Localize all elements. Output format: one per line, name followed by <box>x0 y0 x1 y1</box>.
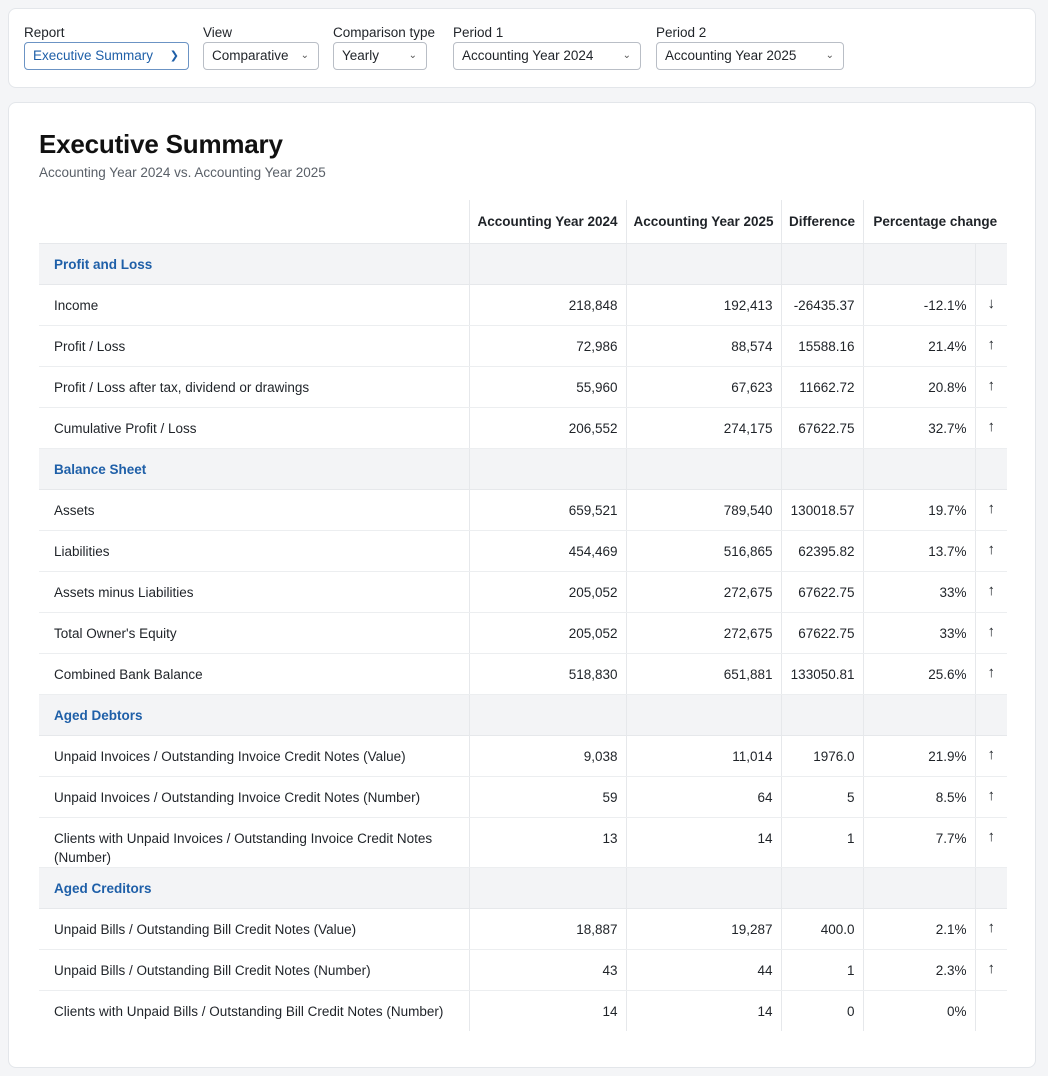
period2-value: 14 <box>626 990 781 1031</box>
period2-value: 651,881 <box>626 653 781 694</box>
percentage-value: 8.5% <box>863 776 975 817</box>
row-label: Assets <box>39 489 469 530</box>
column-header-percentage: Percentage change <box>863 200 1007 243</box>
percentage-value: 21.4% <box>863 325 975 366</box>
arrow-up-icon: ↑ <box>975 366 1007 407</box>
section-cell <box>469 448 626 489</box>
row-label: Clients with Unpaid Bills / Outstanding Bill Credit Notes (Number) <box>39 990 469 1031</box>
difference-value: 67622.75 <box>781 407 863 448</box>
section-cell <box>975 694 1007 735</box>
percentage-value: 32.7% <box>863 407 975 448</box>
difference-value: 67622.75 <box>781 612 863 653</box>
table-body <box>39 243 1007 1031</box>
table-row <box>39 949 1007 990</box>
section-cell <box>469 243 626 284</box>
period1-value: 14 <box>469 990 626 1031</box>
page-title: Executive Summary <box>39 129 283 159</box>
report-select-value: Executive Summary <box>33 48 154 63</box>
table-row <box>39 530 1007 571</box>
row-label: Combined Bank Balance <box>39 653 469 694</box>
row-label: Cumulative Profit / Loss <box>39 407 469 448</box>
report-select[interactable] <box>24 42 189 70</box>
summary-table <box>39 200 1007 1031</box>
column-header-difference: Difference <box>781 200 863 243</box>
period1-value: 659,521 <box>469 489 626 530</box>
period2-value: 67,623 <box>626 366 781 407</box>
period2-value: 64 <box>626 776 781 817</box>
table-row <box>39 284 1007 325</box>
arrow-up-icon: ↑ <box>975 908 1007 949</box>
period1-value: 59 <box>469 776 626 817</box>
column-header-label <box>39 200 469 243</box>
page-subtitle: Accounting Year 2024 vs. Accounting Year 2025 <box>39 165 326 180</box>
row-label: Unpaid Invoices / Outstanding Invoice Credit Notes (Value) <box>39 735 469 776</box>
percentage-value: 20.8% <box>863 366 975 407</box>
percentage-value: 25.6% <box>863 653 975 694</box>
difference-value: 5 <box>781 776 863 817</box>
period1-value: 18,887 <box>469 908 626 949</box>
period2-select-value: Accounting Year 2025 <box>665 48 797 63</box>
row-label: Unpaid Bills / Outstanding Bill Credit Notes (Number) <box>39 949 469 990</box>
period1-value: 218,848 <box>469 284 626 325</box>
chevron-down-icon: ⌄ <box>622 50 631 61</box>
percentage-value: 33% <box>863 612 975 653</box>
view-filter <box>203 25 319 70</box>
section-row <box>39 694 1007 735</box>
period1-value: 43 <box>469 949 626 990</box>
table-row <box>39 407 1007 448</box>
difference-value: 130018.57 <box>781 489 863 530</box>
table-row <box>39 653 1007 694</box>
period2-filter <box>656 25 844 70</box>
comparison-filter <box>333 25 435 70</box>
percentage-value: 2.1% <box>863 908 975 949</box>
period1-value: 55,960 <box>469 366 626 407</box>
report-card <box>8 102 1036 1068</box>
section-cell <box>469 867 626 908</box>
section-cell <box>781 867 863 908</box>
period1-filter <box>453 25 641 70</box>
chevron-down-icon: ⌄ <box>408 50 417 61</box>
period2-value: 11,014 <box>626 735 781 776</box>
table-row <box>39 366 1007 407</box>
section-cell <box>975 448 1007 489</box>
table-row <box>39 776 1007 817</box>
arrow-up-icon: ↑ <box>975 653 1007 694</box>
view-filter-label: View <box>203 25 233 40</box>
section-title: Profit and Loss <box>39 243 469 284</box>
comparison-select[interactable] <box>333 42 427 70</box>
period2-value: 192,413 <box>626 284 781 325</box>
difference-value: 11662.72 <box>781 366 863 407</box>
percentage-value: 21.9% <box>863 735 975 776</box>
period2-value: 516,865 <box>626 530 781 571</box>
period1-value: 205,052 <box>469 571 626 612</box>
period1-select[interactable] <box>453 42 641 70</box>
filter-bar <box>8 8 1036 88</box>
section-cell <box>781 448 863 489</box>
difference-value: 67622.75 <box>781 571 863 612</box>
comparison-select-value: Yearly <box>342 48 380 63</box>
section-cell <box>863 448 975 489</box>
arrow-up-icon: ↑ <box>975 489 1007 530</box>
arrow-up-icon: ↑ <box>975 530 1007 571</box>
percentage-value: 13.7% <box>863 530 975 571</box>
percentage-value: 33% <box>863 571 975 612</box>
period1-select-value: Accounting Year 2024 <box>462 48 594 63</box>
table-row <box>39 908 1007 949</box>
row-label: Total Owner's Equity <box>39 612 469 653</box>
difference-value: 62395.82 <box>781 530 863 571</box>
no-trend-cell <box>975 990 1007 1031</box>
period2-value: 789,540 <box>626 489 781 530</box>
period2-value: 44 <box>626 949 781 990</box>
period1-value: 454,469 <box>469 530 626 571</box>
row-label: Income <box>39 284 469 325</box>
section-cell <box>781 694 863 735</box>
section-cell <box>975 867 1007 908</box>
view-select[interactable] <box>203 42 319 70</box>
section-cell <box>626 867 781 908</box>
difference-value: 400.0 <box>781 908 863 949</box>
column-header-period1: Accounting Year 2024 <box>469 200 626 243</box>
table-row <box>39 571 1007 612</box>
row-label: Assets minus Liabilities <box>39 571 469 612</box>
report-filter-label: Report <box>24 25 65 40</box>
section-cell <box>469 694 626 735</box>
view-select-value: Comparative <box>212 48 289 63</box>
difference-value: 133050.81 <box>781 653 863 694</box>
section-title: Balance Sheet <box>39 448 469 489</box>
percentage-value: 19.7% <box>863 489 975 530</box>
table-row <box>39 612 1007 653</box>
table-header-row <box>39 200 1007 243</box>
difference-value: -26435.37 <box>781 284 863 325</box>
difference-value: 15588.16 <box>781 325 863 366</box>
arrow-up-icon: ↑ <box>975 735 1007 776</box>
period1-value: 72,986 <box>469 325 626 366</box>
chevron-down-icon: ⌄ <box>825 50 834 61</box>
period1-filter-label: Period 1 <box>453 25 504 40</box>
period1-value: 206,552 <box>469 407 626 448</box>
arrow-up-icon: ↑ <box>975 949 1007 990</box>
difference-value: 1976.0 <box>781 735 863 776</box>
difference-value: 1 <box>781 949 863 990</box>
period1-value: 13 <box>469 817 626 867</box>
section-title: Aged Creditors <box>39 867 469 908</box>
section-cell <box>863 867 975 908</box>
arrow-up-icon: ↑ <box>975 407 1007 448</box>
period2-value: 274,175 <box>626 407 781 448</box>
section-cell <box>781 243 863 284</box>
comparison-filter-label: Comparison type <box>333 25 436 40</box>
percentage-value: 7.7% <box>863 817 975 867</box>
section-cell <box>975 243 1007 284</box>
chevron-down-icon: ⌄ <box>300 50 309 61</box>
arrow-up-icon: ↑ <box>975 817 1007 867</box>
period2-filter-label: Period 2 <box>656 25 707 40</box>
period2-value: 88,574 <box>626 325 781 366</box>
report-filter <box>24 25 189 70</box>
arrow-down-icon: ↓ <box>975 284 1007 325</box>
table-row <box>39 735 1007 776</box>
row-label: Profit / Loss <box>39 325 469 366</box>
table-row <box>39 489 1007 530</box>
section-cell <box>863 694 975 735</box>
arrow-up-icon: ↑ <box>975 325 1007 366</box>
period1-value: 518,830 <box>469 653 626 694</box>
period2-select[interactable] <box>656 42 844 70</box>
chevron-down-icon: ❯ <box>169 50 179 62</box>
arrow-up-icon: ↑ <box>975 776 1007 817</box>
percentage-value: -12.1% <box>863 284 975 325</box>
row-label: Clients with Unpaid Invoices / Outstanding Invoice Credit Notes (Number) <box>39 817 469 867</box>
table-row <box>39 325 1007 366</box>
row-label: Liabilities <box>39 530 469 571</box>
period2-value: 272,675 <box>626 612 781 653</box>
difference-value: 1 <box>781 817 863 867</box>
section-title: Aged Debtors <box>39 694 469 735</box>
period1-value: 9,038 <box>469 735 626 776</box>
percentage-value: 0% <box>863 990 975 1031</box>
difference-value: 0 <box>781 990 863 1031</box>
table-row <box>39 817 1007 867</box>
section-cell <box>626 694 781 735</box>
section-row <box>39 867 1007 908</box>
row-label: Unpaid Bills / Outstanding Bill Credit Notes (Value) <box>39 908 469 949</box>
section-cell <box>626 448 781 489</box>
section-row <box>39 243 1007 284</box>
period2-value: 19,287 <box>626 908 781 949</box>
arrow-up-icon: ↑ <box>975 612 1007 653</box>
column-header-period2: Accounting Year 2025 <box>626 200 781 243</box>
row-label: Profit / Loss after tax, dividend or drawings <box>39 366 469 407</box>
section-cell <box>626 243 781 284</box>
section-row <box>39 448 1007 489</box>
row-label: Unpaid Invoices / Outstanding Invoice Credit Notes (Number) <box>39 776 469 817</box>
section-cell <box>863 243 975 284</box>
period2-value: 14 <box>626 817 781 867</box>
period1-value: 205,052 <box>469 612 626 653</box>
period2-value: 272,675 <box>626 571 781 612</box>
table-row <box>39 990 1007 1031</box>
percentage-value: 2.3% <box>863 949 975 990</box>
arrow-up-icon: ↑ <box>975 571 1007 612</box>
